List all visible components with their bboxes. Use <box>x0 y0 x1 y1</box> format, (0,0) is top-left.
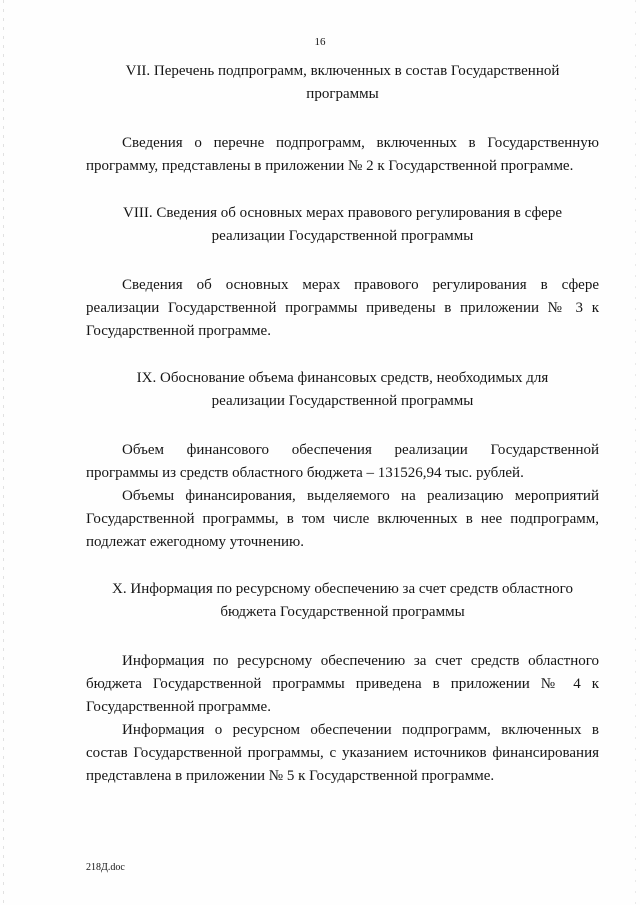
section-heading-line: VII. Перечень подпрограмм, включенных в состав Государственной <box>125 63 560 79</box>
paragraph: Информация по ресурсному обеспечению за счет средств областного бюджета Государственной программы приведена в приложении № 4 к Государственной программе. <box>86 653 599 715</box>
section-heading-line: IX. Обоснование объема финансовых средств, необходимых для <box>136 370 549 386</box>
section-heading-line: реализации Государственной программы <box>211 228 474 244</box>
document-body <box>86 60 599 788</box>
scan-edge-right <box>635 0 636 905</box>
section-heading-line: X. Информация по ресурсному обеспечению за счет средств областного <box>112 581 573 597</box>
paragraph: Информация о ресурсном обеспечении подпрограмм, включенных в состав Государственной программы, с указанием источников финансирования представлена в приложении № 5 к Государственной программе. <box>86 722 599 784</box>
page-number: 16 <box>314 36 326 48</box>
section-vii <box>86 60 599 178</box>
section-heading-line: VIII. Сведения об основных мерах правового регулирования в сфере <box>123 205 562 221</box>
paragraph: Объем финансового обеспечения реализации Государственной программы из средств областного бюджета – 131526,94 тыс. рублей. <box>86 442 599 481</box>
section-heading-line: реализации Государственной программы <box>211 393 474 409</box>
section-heading-line: бюджета Государственной программы <box>220 604 465 620</box>
section-heading-line: программы <box>306 86 379 102</box>
scan-edge-left <box>3 0 4 905</box>
footer-filename: 218Д.doc <box>86 862 125 873</box>
section-x <box>86 578 599 788</box>
paragraph: Сведения о перечне подпрограмм, включенных в Государственную программу, представлены в приложении № 2 к Государственной программе. <box>86 135 599 174</box>
paragraph: Сведения об основных мерах правового регулирования в сфере реализации Государственной программы приведены в приложении № 3 к Государственной программе. <box>86 277 599 339</box>
section-viii <box>86 202 599 343</box>
section-ix <box>86 367 599 554</box>
paragraph: Объемы финансирования, выделяемого на реализацию мероприятий Государственной программы, в том числе включенных в нее подпрограмм, подлежат ежегодному уточнению. <box>86 488 599 550</box>
